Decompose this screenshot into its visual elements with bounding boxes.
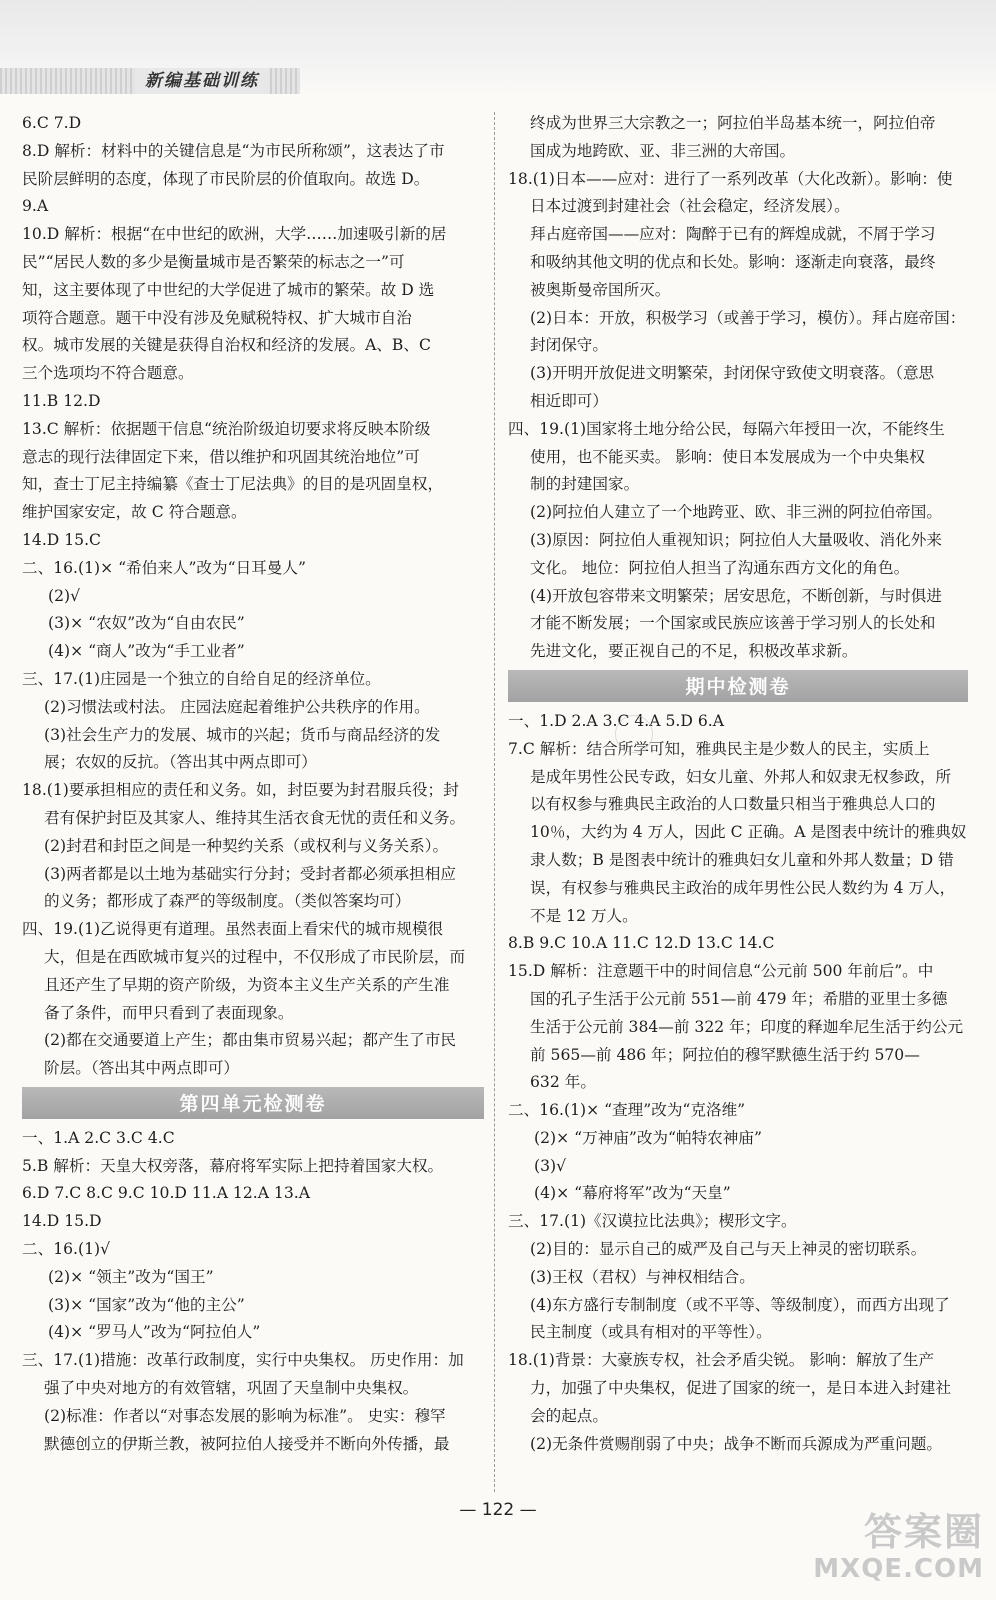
answer-line: 8.B 9.C 10.A 11.C 12.D 13.C 14.C [508, 934, 775, 953]
answer-line: 民阶层鲜明的态度，体现了市民阶层的价值取向。故选 D。 [22, 169, 430, 188]
answer-line: (2)× “领主”改为“国王” [48, 1267, 214, 1286]
page-number: — 122 — [459, 1500, 537, 1520]
answer-line: 四、19.(1)乙说得更有道理。虽然表面上看宋代的城市规模很 [22, 920, 444, 939]
answer-line: 意志的现行法律固定下来，借以维护和巩固其统治地位”可 [22, 447, 420, 466]
answer-line: (3)社会生产力的发展、城市的兴起；货币与商品经济的发 [44, 725, 441, 744]
site-watermark [794, 1510, 984, 1590]
answer-line: (2)无条件赏赐削弱了中央；战争不断而兵源成为严重问题。 [530, 1434, 942, 1453]
answer-line: 强了中央对地方的有效管辖，巩固了天皇制中央集权。 [44, 1379, 419, 1398]
answer-line: (2)标准：作者以“对事态发展的影响为标准”。 史实：穆罕 [44, 1406, 446, 1425]
answer-line: 18.(1)要承担相应的责任和义务。如，封臣要为封君服兵役；封 [22, 781, 459, 800]
answer-line: 封闭保守。 [530, 336, 608, 355]
answer-line: (3)开明开放促进文明繁荣，封闭保守致使文明衰落。（意思 [530, 364, 935, 383]
answer-line: (3)原因：阿拉伯人重视知识；阿拉伯人大量吸收、消化外来 [530, 530, 942, 549]
answer-line: (2)× “万神庙”改为“帕特农神庙” [534, 1128, 762, 1147]
answer-line: 会的起点。 [530, 1406, 608, 1425]
answer-line: 知，查士丁尼主持编纂《查士丁尼法典》的目的是巩固皇权， [22, 475, 444, 494]
answer-line: (4)东方盛行专制制度（或不平等、等级制度），而西方出现了 [530, 1295, 950, 1314]
answer-line: 6.C 7.D [22, 114, 82, 132]
answer-line: 6.D 7.C 8.C 9.C 10.D 11.A 12.A 13.A [22, 1184, 310, 1203]
answer-line: (3)× “国家”改为“他的主公” [48, 1295, 245, 1314]
answer-line: 和吸纳其他文明的优点和长处。影响：逐渐走向衰落，最终 [530, 252, 936, 271]
answer-line: 14.D 15.C [22, 530, 101, 549]
answer-line: 权。城市发展的关键是获得自治权和经济的发展。A、B、C [22, 336, 431, 355]
answer-line: 民”“居民人数的多少是衡量城市是否繁荣的标志之一”可 [22, 252, 405, 271]
answer-line: 被奥斯曼帝国所灭。 [530, 280, 671, 299]
answer-line: 使用，也不能买卖。 影响：使日本发展成为一个中央集权 [530, 447, 925, 466]
answer-line: 三、17.(1)《汉谟拉比法典》；楔形文字。 [508, 1212, 797, 1231]
answer-line: (2)日本：开放，积极学习（或善于学习，模仿）。拜占庭帝国： [530, 308, 966, 327]
answer-line: 7.C 解析：结合所学可知，雅典民主是少数人的民主，实质上 [508, 739, 930, 758]
answer-line: (2)阿拉伯人建立了一个地跨亚、欧、非三洲的阿拉伯帝国。 [530, 503, 942, 522]
answer-line: 三、17.(1)庄园是一个独立的自给自足的经济单位。 [22, 669, 381, 688]
book-series-title: 新编基础训练 [135, 68, 269, 94]
answer-line: 日本过渡到封建社会（社会稳定，经济发展）。 [530, 197, 850, 216]
answer-line: 不是 12 万人。 [530, 906, 638, 925]
answer-line: 三个选项均不符合题意。 [22, 364, 194, 383]
answer-line: 制的封建国家。 [530, 475, 640, 494]
answer-line: 终成为世界三大宗教之一；阿拉伯半岛基本统一，阿拉伯帝 [530, 114, 936, 132]
answer-line: 5.B 解析：天皇大权旁落，幕府将军实际上把持着国家大权。 [22, 1156, 444, 1175]
answer-line: (3)王权（君权）与神权相结合。 [530, 1267, 755, 1286]
answer-line: 展；农奴的反抗。（答出其中两点即可） [44, 753, 317, 772]
answer-line: (2)都在交通要道上产生；都由集市贸易兴起；都产生了市民 [44, 1031, 456, 1050]
answer-line: 生活于公元前 384—前 322 年；印度的释迦牟尼生活于约公元 [530, 1017, 964, 1036]
answer-line: 以有权参与雅典民主政治的人口数量只相当于雅典总人口的 [530, 795, 936, 814]
answer-line: 13.C 解析：依据题干信息“统治阶级迫切要求将反映本阶级 [22, 419, 431, 438]
answer-line: 18.(1)日本——应对：进行了一系列改革（大化改新）。影响：使 [508, 169, 953, 188]
answer-line: 维护国家安定，故 C 符合题意。 [22, 503, 247, 522]
answer-line: 才能不断发展；一个国家或民族应该善于学习别人的长处和 [530, 614, 936, 633]
answer-line: 备了条件，而甲只看到了表面现象。 [44, 1003, 294, 1022]
answer-line: 一、1.D 2.A 3.C 4.A 5.D 6.A [508, 711, 724, 730]
answer-line: 误，有权参与雅典民主政治的成年男性公民人数约为 4 万人， [530, 878, 956, 897]
answer-line: 632 年。 [530, 1073, 596, 1092]
answer-line: 知，这主要体现了中世纪的大学促进了城市的繁荣。故 D 选 [22, 280, 435, 299]
answer-line: 隶人数；B 是图表中统计的雅典妇女儿童和外邦人数量；D 错 [530, 850, 954, 869]
answer-line: 民主制度（或具有相对的平等性）。 [530, 1323, 772, 1342]
answer-line: 是成年男性公民专政，妇女儿童、外邦人和奴隶无权参政，所 [530, 767, 952, 786]
answer-line: (3)× “农奴”改为“自由农民” [48, 614, 245, 633]
answer-line: 力，加强了中央集权，促进了国家的统一，是日本进入封建社 [530, 1379, 952, 1398]
section-banner: 第四单元检测卷 [22, 1087, 484, 1119]
answer-line: 项符合题意。题干中没有涉及免赋税特权、扩大城市自治 [22, 308, 412, 327]
answer-line: 君有保护封臣及其家人、维持其生活衣食无忧的责任和义务。 [44, 808, 466, 827]
answer-line: (4)开放包容带来文明繁荣；居安思危，不断创新，与时俱进 [530, 586, 942, 605]
section-banner: 期中检测卷 [508, 670, 968, 702]
answer-line: 18.(1)背景：大豪族专权，社会矛盾尖锐。 影响：解放了生产 [508, 1351, 935, 1370]
answer-line: (4)× “幕府将军”改为“天皇” [534, 1184, 731, 1203]
answer-line: (3)√ [534, 1156, 567, 1175]
answer-line: 先进文化，要正视自己的不足，积极改革求新。 [530, 642, 858, 661]
answer-line: 8.D 解析：材料中的关键信息是“为市民所称颂”，这表达了市 [22, 141, 445, 160]
answer-line: 国成为地跨欧、亚、非三洲的大帝国。 [530, 141, 796, 160]
left-answer-column [22, 110, 484, 1458]
faint-stamp-mark [615, 715, 653, 753]
answer-line: 国的孔子生活于公元前 551—前 479 年；希腊的亚里士多德 [530, 989, 948, 1008]
answer-line: 二、16.(1)√ [22, 1240, 111, 1259]
answer-line: 的义务；都形成了森严的等级制度。（类似答案均可） [44, 892, 411, 911]
answer-line: 拜占庭帝国——应对：陶醉于已有的辉煌成就，不屑于学习 [530, 225, 936, 244]
answer-line: 大，但是在西欧城市复兴的过程中，不仅形成了市民阶层，而 [44, 947, 466, 966]
answer-line: 一、1.A 2.C 3.C 4.C [22, 1128, 175, 1147]
answer-line: 10％，大约为 4 万人，因此 C 正确。A 是图表中统计的雅典奴 [530, 823, 967, 842]
answer-line: (2)√ [48, 586, 81, 605]
answer-line: (4)× “罗马人”改为“阿拉伯人” [48, 1323, 261, 1342]
answer-line: 阶层。（答出其中两点即可） [44, 1059, 239, 1078]
answer-line: (2)目的：显示自己的威严及自己与天上神灵的密切联系。 [530, 1240, 927, 1259]
answer-line: 11.B 12.D [22, 391, 101, 410]
answer-line: (2)封君和封臣之间是一种契约关系（或权利与义务关系）。 [44, 836, 449, 855]
answer-line: 14.D 15.D [22, 1212, 102, 1231]
answer-line: 10.D 解析：根据“在中世纪的欧洲，大学……加速吸引新的居 [22, 225, 447, 244]
answer-line: 二、16.(1)× “希伯来人”改为“日耳曼人” [22, 558, 306, 577]
answer-line: 且还产生了早期的资产阶级，为资本主义生产关系的产生准 [44, 975, 450, 994]
answer-line: 9.A [22, 197, 49, 216]
answer-line: (2)习惯法或村法。 庄园法庭起着维护公共秩序的作用。 [44, 697, 430, 716]
watermark-logo-text: 答案圈 [863, 1510, 984, 1554]
answer-line: 相近即可） [530, 391, 608, 410]
answer-line: 默德创立的伊斯兰教，被阿拉伯人接受并不断向外传播，最 [44, 1434, 450, 1453]
answer-line: 二、16.(1)× “查理”改为“克洛维” [508, 1101, 746, 1120]
answer-line: 三、17.(1)措施：改革行政制度，实行中央集权。 历史作用：加 [22, 1351, 464, 1370]
answer-line: 文化。 地位：阿拉伯人担当了沟通东西方文化的角色。 [530, 558, 910, 577]
answer-line: 15.D 解析：注意题干中的时间信息“公元前 500 年前后”。中 [508, 962, 934, 981]
answer-line: (3)两者都是以土地为基础实行分封；受封者都必须承担相应 [44, 864, 456, 883]
answer-line: 四、19.(1)国家将土地分给公民，每隔六年授田一次，不能终生 [508, 419, 945, 438]
answer-line: (4)× “商人”改为“手工业者” [48, 642, 245, 661]
right-answer-column [508, 110, 968, 1458]
watermark-url: MXQE.COM [813, 1554, 984, 1584]
answer-line: 前 565—前 486 年；阿拉伯的穆罕默德生活于约 570— [530, 1045, 920, 1064]
column-divider [494, 112, 495, 1492]
